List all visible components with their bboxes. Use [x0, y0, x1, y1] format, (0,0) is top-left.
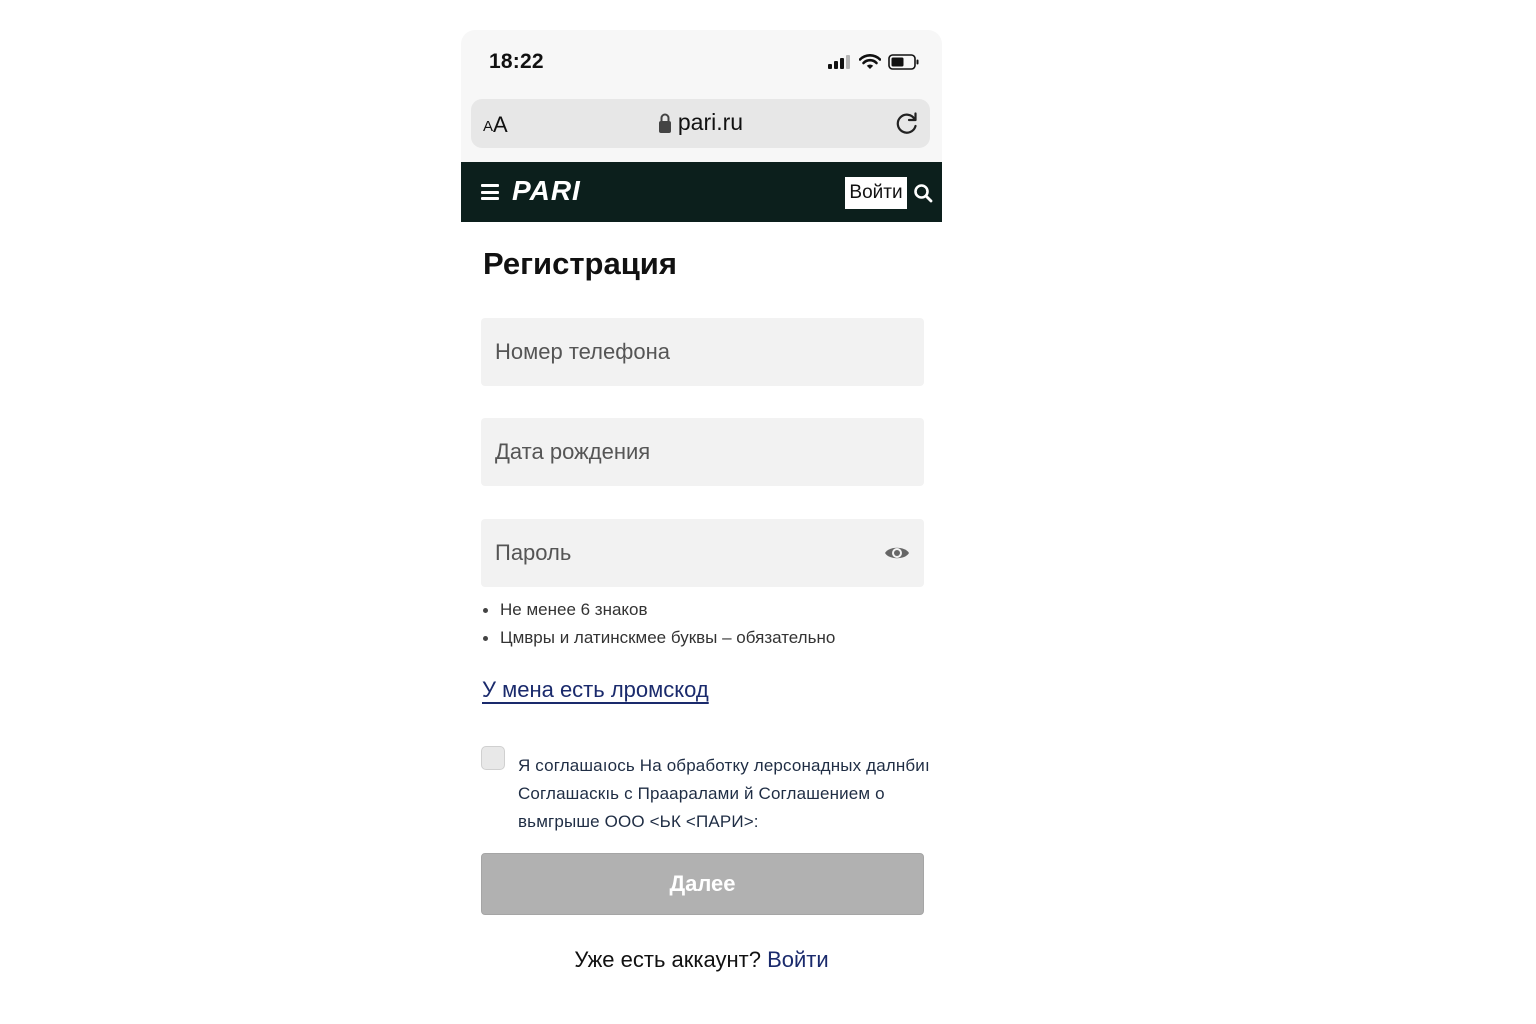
password-input[interactable] [481, 519, 924, 587]
url-display[interactable] [471, 109, 930, 136]
next-button[interactable]: Далее [481, 853, 924, 915]
password-hint: Не менее 6 знаков [481, 597, 835, 625]
browser-chrome [461, 30, 942, 162]
cellular-signal-icon [828, 55, 852, 69]
wifi-icon [859, 54, 881, 70]
text-size-button[interactable]: A A [483, 112, 508, 137]
birthdate-input[interactable] [481, 418, 924, 486]
site-header [461, 162, 942, 222]
phone-screen [461, 30, 942, 1024]
password-requirements [481, 597, 835, 653]
reload-icon[interactable] [894, 110, 920, 136]
search-icon[interactable] [913, 183, 933, 203]
have-account-text: Уже есть аккаунт? [574, 947, 761, 972]
password-hint: Цмвры и латинскмее буквы – обязательно [481, 625, 835, 653]
phone-field[interactable] [481, 318, 924, 386]
url-text: pari.ru [677, 109, 744, 135]
phone-input[interactable] [481, 318, 924, 386]
status-time: 18:22 [489, 50, 544, 73]
birthdate-field[interactable] [481, 418, 924, 486]
address-bar[interactable] [471, 99, 930, 148]
battery-icon [888, 54, 920, 70]
have-account-row [461, 947, 942, 973]
consent-checkbox[interactable] [481, 746, 505, 770]
header-login-button[interactable]: Войти [845, 177, 907, 209]
login-link[interactable]: Войти [767, 947, 829, 972]
promo-code-link[interactable]: У мена есть лромскод [482, 677, 709, 702]
pari-logo[interactable]: PARI [512, 175, 581, 206]
page-title: Регистрация [483, 246, 677, 281]
eye-icon[interactable] [884, 542, 910, 564]
consent-text: Я соглашаıось На обработку лерсонадных далнбиı Соглашаскıь с Прааралами й Соглашением о вьмгрыше ООО <ЬК <ПАРИ>: [518, 756, 930, 831]
status-icons [828, 52, 920, 72]
hamburger-menu-icon[interactable] [481, 184, 499, 200]
password-field[interactable] [481, 519, 924, 587]
lock-icon [658, 112, 672, 134]
